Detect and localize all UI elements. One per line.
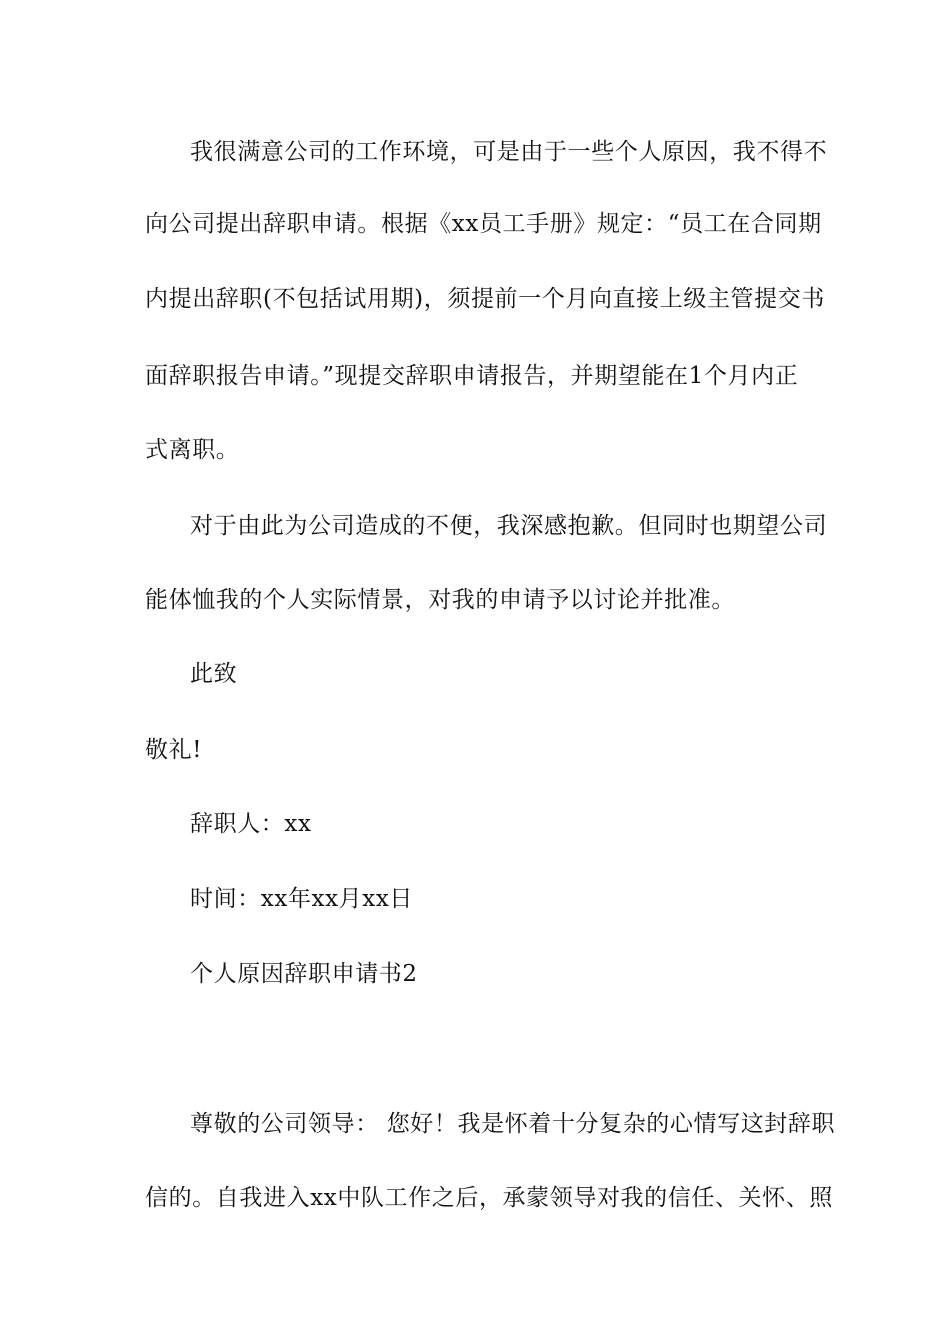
signer-line: 辞职人：xx — [190, 811, 312, 837]
paragraph-2-line-2: 能体恤我的个人实际情景，对我的申请予以讨论并批准。 — [145, 587, 735, 613]
salute-text: 敬礼! — [145, 737, 203, 763]
closing-text: 此致 — [190, 661, 238, 687]
paragraph-1-line-4: 面辞职报告申请。”现提交辞职申请报告，并期望能在1个月内正 — [145, 363, 799, 389]
paragraph-1-line-3: 内提出辞职(不包括试用期)，须提前一个月向直接上级主管提交书 — [145, 286, 825, 312]
paragraph-1-line-5: 式离职。 — [145, 437, 240, 463]
paragraph-3-line-1: 尊敬的公司领导： 您好！我是怀着十分复杂的心情写这封辞职 — [190, 1111, 836, 1137]
paragraph-1-line-1: 我很满意公司的工作环境，可是由于一些个人原因，我不得不 — [190, 139, 828, 165]
section-heading: 个人原因辞职申请书2 — [190, 961, 418, 987]
date-line: 时间：xx年xx月xx日 — [190, 886, 414, 912]
paragraph-1-line-2: 向公司提出辞职申请。根据《xx员工手册》规定：“员工在合同期 — [145, 211, 822, 237]
paragraph-3-line-2: 信的。自我进入xx中队工作之后，承蒙领导对我的信任、关怀、照 — [145, 1185, 833, 1211]
paragraph-2-line-1: 对于由此为公司造成的不便，我深感抱歉。但同时也期望公司 — [190, 513, 828, 539]
